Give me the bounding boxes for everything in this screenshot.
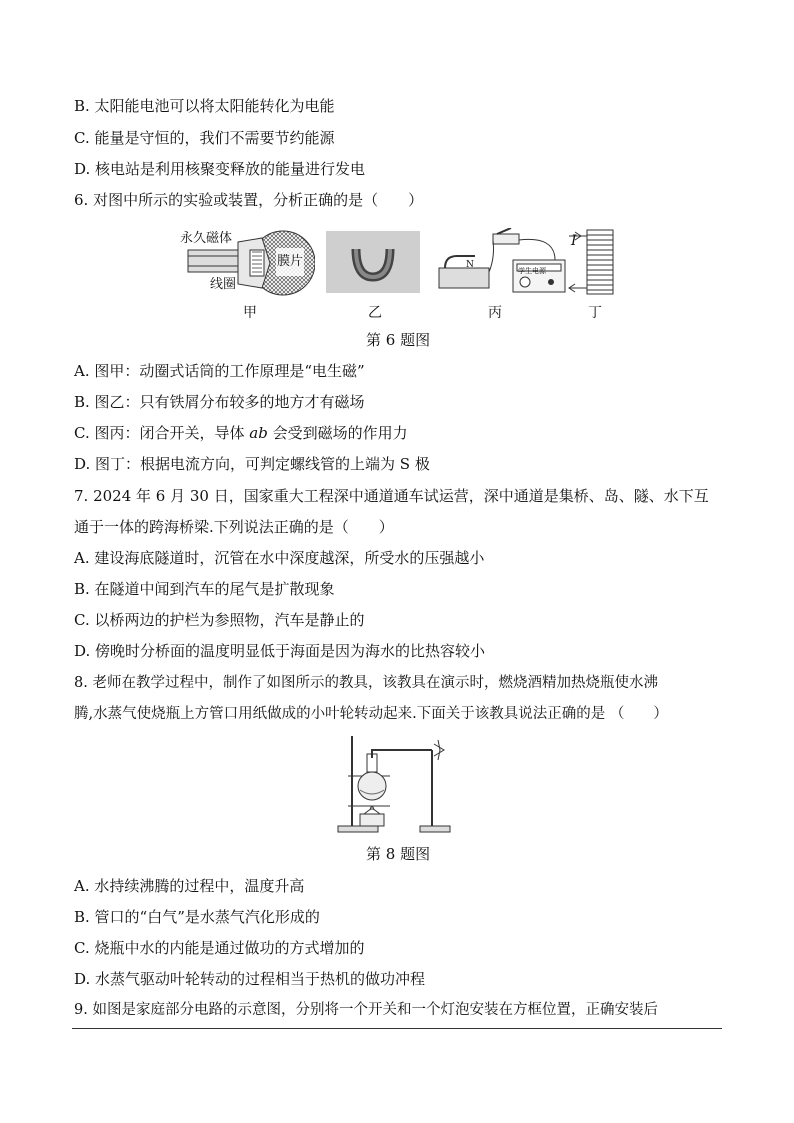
q7-option-a: A. 建设海底隧道时，沉管在水中深度越深，所受水的压强越小	[74, 549, 485, 567]
q8-stem-line1: 8. 老师在教学过程中，制作了如图所示的教具，该教具在演示时，燃烧酒精加热烧瓶使水沸	[74, 675, 658, 691]
pole-label: N	[466, 260, 474, 270]
q6-option-c: C. 图丙：闭合开关，导体 ab 会受到磁场的作用力	[74, 424, 408, 442]
q8-option-c: C. 烧瓶中水的内能是通过做功的方式增加的	[74, 939, 365, 957]
q6-option-a: A. 图甲：动圈式话筒的工作原理是“电生磁”	[74, 362, 365, 380]
q7-option-b: B. 在隧道中闻到汽车的尾气是扩散现象	[74, 580, 335, 598]
q9-stem-line1: 9. 如图是家庭部分电路的示意图，分别将一个开关和一个灯泡安装在方框位置，正确安装后	[74, 1002, 658, 1018]
iron-filings-photo	[326, 231, 420, 293]
q7-stem-line1: 7. 2024 年 6 月 30 日，国家重大工程深中通道通车试运营，深中通道是集桥、岛、隧、水下互	[74, 487, 709, 505]
power-supply-label: 学生电源	[518, 267, 546, 275]
figure-label-jia: 甲	[243, 305, 257, 321]
figure-6-caption: 第 6 题图	[366, 331, 431, 349]
q5-option-c: C. 能量是守恒的，我们不需要节约能源	[74, 129, 335, 147]
footer-divider	[72, 1028, 722, 1029]
q6-option-b: B. 图乙：只有铁屑分布较多的地方才有磁场	[74, 393, 365, 411]
motor-experiment-diagram	[435, 228, 570, 298]
q8-option-b: B. 管口的“白气”是水蒸气汽化形成的	[74, 908, 320, 926]
current-label: I	[571, 233, 577, 249]
q6-option-d: D. 图丁：根据电流方向，可判定螺线管的上端为 S 极	[74, 455, 430, 473]
figure-8-caption: 第 8 题图	[366, 845, 431, 863]
film-label: 膜片	[277, 254, 304, 269]
q8-stem-line2: 腾,水蒸气使烧瓶上方管口用纸做成的小叶轮转动起来.下面关于该教具说法正确的是 （ ）	[74, 706, 668, 722]
figure-label-ding: 丁	[588, 305, 602, 321]
coil-label: 线圈	[210, 277, 237, 292]
figure-label-yi: 乙	[368, 305, 382, 321]
q5-option-d: D. 核电站是利用核聚变释放的能量进行发电	[74, 160, 366, 178]
q8-option-a: A. 水持续沸腾的过程中，温度升高	[74, 877, 305, 895]
figure-label-bing: 丙	[488, 305, 502, 321]
q7-stem-line2: 通于一体的跨海桥梁.下列说法正确的是（ ）	[74, 518, 394, 536]
q7-option-c: C. 以桥两边的护栏为参照物，汽车是静止的	[74, 611, 365, 629]
q6-stem: 6. 对图中所示的实验或装置，分析正确的是（ ）	[74, 191, 424, 209]
q7-option-d: D. 傍晚时分桥面的温度明显低于海面是因为海水的比热容较小	[74, 642, 486, 660]
q8-option-d: D. 水蒸气驱动叶轮转动的过程相当于热机的做功冲程	[74, 970, 426, 988]
figure-6	[180, 228, 620, 298]
q5-option-b: B. 太阳能电池可以将太阳能转化为电能	[74, 97, 335, 115]
figure-8-apparatus	[334, 732, 464, 836]
magnet-label: 永久磁体	[180, 231, 233, 246]
